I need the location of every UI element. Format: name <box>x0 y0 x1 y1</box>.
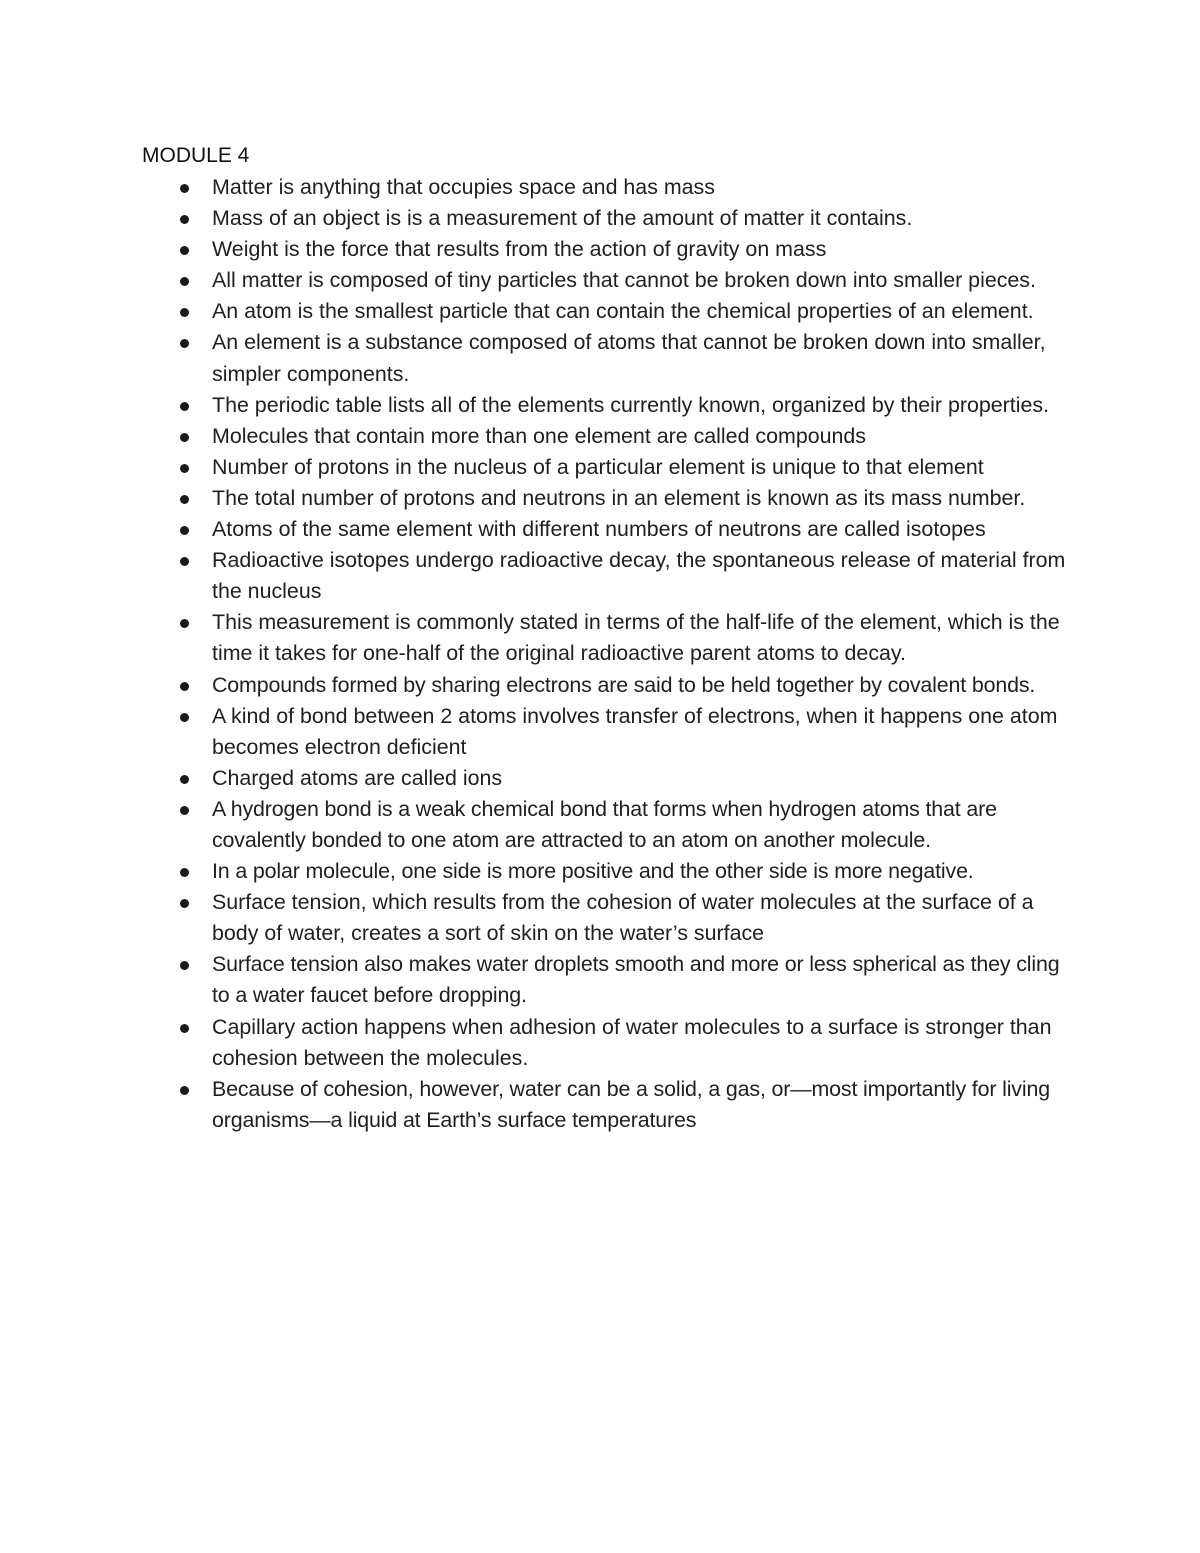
list-item-text: The periodic table lists all of the elements currently known, organized by their properties. <box>212 392 1050 417</box>
list-item-text: Charged atoms are called ions <box>212 765 503 790</box>
bullet-icon <box>180 184 189 193</box>
list-item <box>0 887 1072 949</box>
bullet-icon <box>180 308 189 317</box>
bullet-icon <box>180 806 189 815</box>
list-item-text: An element is a substance composed of atoms that cannot be broken down into smaller, simpler components. <box>212 330 1046 386</box>
bullet-icon <box>180 713 189 722</box>
list-item <box>0 763 1072 794</box>
bullet-icon <box>180 619 189 628</box>
bullet-icon <box>180 277 189 286</box>
list-item-text: Weight is the force that results from the action of gravity on mass <box>212 237 827 262</box>
list-item-text: In a polar molecule, one side is more positive and the other side is more negative. <box>212 859 974 884</box>
bullet-icon <box>180 682 189 691</box>
bullet-icon <box>180 899 189 908</box>
list-item <box>0 794 1072 856</box>
list-item <box>0 390 1072 421</box>
list-item <box>0 949 1072 1011</box>
list-item <box>0 234 1072 265</box>
list-item <box>0 327 1072 389</box>
bullet-icon <box>180 1086 189 1095</box>
list-item-text: Surface tension, which results from the cohesion of water molecules at the surface of a body of water, creates a sort of skin on the water’s surface <box>212 890 1034 946</box>
list-item <box>0 670 1072 701</box>
list-item <box>0 265 1072 296</box>
list-item-text: All matter is composed of tiny particles that cannot be broken down into smaller pieces. <box>212 268 1036 293</box>
list-item <box>0 421 1072 452</box>
bullet-icon <box>180 1024 189 1033</box>
list-item <box>0 452 1072 483</box>
bullet-list <box>0 172 1200 1136</box>
bullet-icon <box>180 433 189 442</box>
list-item-text: Molecules that contain more than one element are called compounds <box>212 423 866 448</box>
page-title: MODULE 4 <box>142 144 250 167</box>
bullet-icon <box>180 557 189 566</box>
list-item-text: Number of protons in the nucleus of a particular element is unique to that element <box>212 454 984 479</box>
list-item-text: A hydrogen bond is a weak chemical bond that forms when hydrogen atoms that are covalently bonded to one atom are attracted to an atom on another molecule. <box>212 796 997 852</box>
list-item <box>0 856 1072 887</box>
list-item <box>0 545 1072 607</box>
bullet-icon <box>180 961 189 970</box>
list-item-text: Mass of an object is is a measurement of the amount of matter it contains. <box>212 206 913 231</box>
bullet-icon <box>180 246 189 255</box>
list-item <box>0 701 1072 763</box>
list-item-text: An atom is the smallest particle that can contain the chemical properties of an element. <box>212 299 1034 324</box>
bullet-icon <box>180 868 189 877</box>
bullet-icon <box>180 464 189 473</box>
bullet-icon <box>180 215 189 224</box>
list-item <box>0 514 1072 545</box>
list-item-text: Surface tension also makes water droplets smooth and more or less spherical as they cling to a water faucet before dropping. <box>212 952 1060 1008</box>
bullet-icon <box>180 402 189 411</box>
list-item <box>0 1074 1072 1136</box>
list-item-text: This measurement is commonly stated in terms of the half-life of the element, which is the time it takes for one-half of the original radioactive parent atoms to decay. <box>212 610 1060 666</box>
list-item-text: The total number of protons and neutrons in an element is known as its mass number. <box>212 485 1026 510</box>
list-item-text: Atoms of the same element with different numbers of neutrons are called isotopes <box>212 517 986 542</box>
list-item-text: Capillary action happens when adhesion of water molecules to a surface is stronger than cohesion between the molecules. <box>212 1014 1052 1070</box>
list-item <box>0 172 1072 203</box>
bullet-icon <box>180 775 189 784</box>
list-item <box>0 483 1072 514</box>
list-item-text: Because of cohesion, however, water can be a solid, a gas, or—most importantly for living organisms—a liquid at Earth’s surface temperatures <box>212 1076 1050 1132</box>
list-item-text: Radioactive isotopes undergo radioactive decay, the spontaneous release of material from the nucleus <box>212 548 1066 604</box>
list-item-text: Compounds formed by sharing electrons are said to be held together by covalent bonds. <box>212 672 1036 697</box>
list-item <box>0 203 1072 234</box>
list-item-text: A kind of bond between 2 atoms involves transfer of electrons, when it happens one atom becomes electron deficient <box>212 703 1058 759</box>
list-item <box>0 1012 1072 1074</box>
bullet-icon <box>180 339 189 348</box>
list-item <box>0 607 1072 669</box>
list-item <box>0 296 1072 327</box>
bullet-icon <box>180 495 189 504</box>
bullet-icon <box>180 526 189 535</box>
list-item-text: Matter is anything that occupies space and has mass <box>212 175 715 199</box>
